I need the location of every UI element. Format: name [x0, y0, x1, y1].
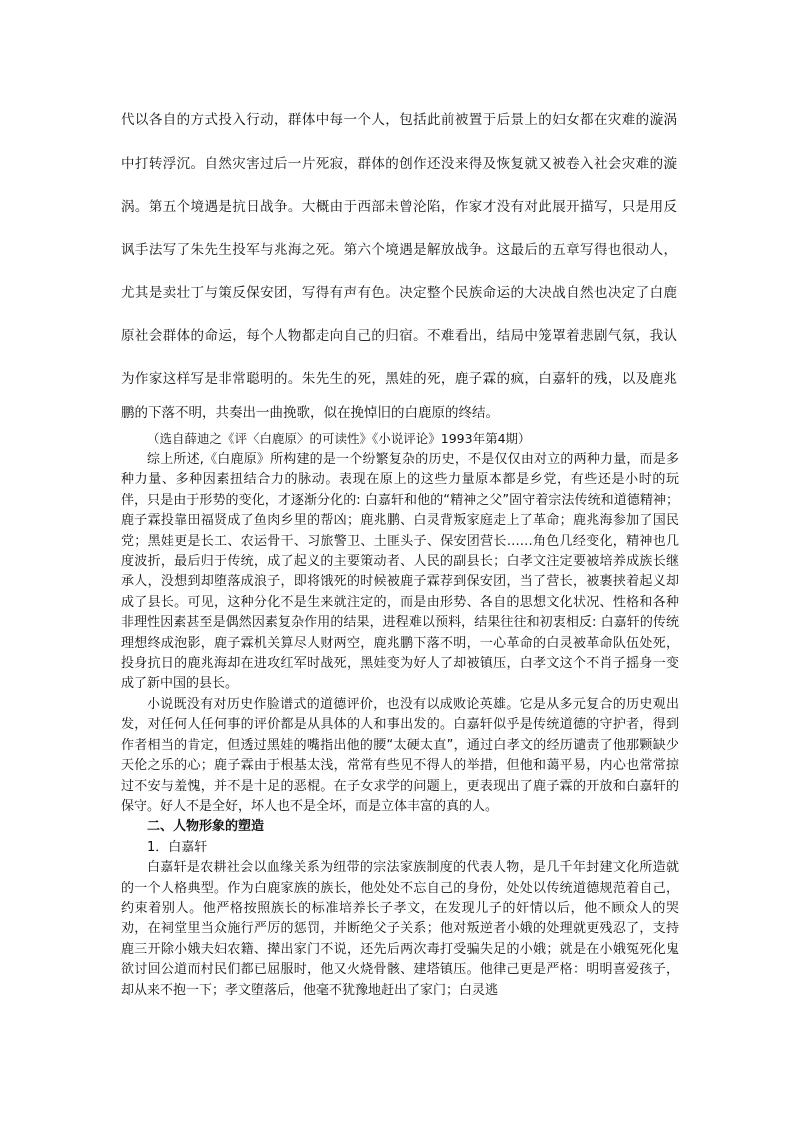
source-citation: （选自薛迪之《评〈白鹿原〉的可读性》《小说评论》1993年第4期） [147, 431, 531, 446]
text-line: 尤其是卖壮丁与策反保安团，写得有声有色。决定整个民族命运的大决战自然也决定了白鹿 [121, 285, 677, 301]
text-line: 鹏的下落不明，共奏出一曲挽歌，似在挽悼旧的白鹿原的终结。 [121, 405, 499, 421]
section-heading: 二、人物形象的塑造 [147, 819, 265, 835]
text-line: 中打转浮沉。自然灾害过后一片死寂，群体的创作还没来得及恢复就又被卷入社会灾难的漩 [121, 156, 677, 172]
paragraph: 白嘉轩是农耕社会以血缘关系为纽带的宗法家族制度的代表人物，是几千年封建文化所造就的一个人格典型。作为白鹿家族的族长，他处处不忘自己的身份，处处以传统道德规范着自己，约束着别人。他严格按照族长的标准培养长子孝文，在发现儿子的奸情以后，他不顾众人的哭劝，在祠堂里当众施行严厉的惩罚，并断绝父子关系；他对叛逆者小娥的处理就更残忍了，支持鹿三开除小娥夫妇农籍、撵出家门不说，还先后两次毒打受骗失足的小娥；就是在小娥冤死化鬼欲讨回公道而村民们都已屈服时，他又火烧骨骸、建塔镇压。他律己更是严格：明明喜爱孩子，却从来不抱一下；孝文堕落后，他毫不犹豫地赶出了家门；白灵逃 [121, 860, 679, 998]
subsection-heading: 1．白嘉轩 [147, 839, 208, 855]
paragraph: 小说既没有对历史作脸谱式的道德评价，也没有以成败论英雄。它是从多元复合的历史观出发，对任何人任何事的评价都是从具体的人和事出发的。白嘉轩似乎是传统道德的守护者，得到作者相当的肯定，但透过黑娃的嘴指出他的腰“太硬太直”，通过白孝文的经历谴责了他那颗缺少天伦之乐的心；鹿子霖由于根基太浅，常常有些见不得人的举措，但他和蔼平易，内心也常常掠过不安与羞愧，并不是十足的恶棍。在子女求学的问题上，更表现出了鹿子霖的开放和白嘉轩的保守。好人不是全好，坏人也不是全坏，而是立体丰富的真的人。 [121, 696, 679, 814]
text-line: 涡。第五个境遇是抗日战争。大概由于西部未曾沦陷，作家才没有对此展开描写，只是用反 [121, 199, 677, 215]
text-line: 原社会群体的命运，每个人物都走向自己的归宿。不难看出，结局中笼罩着悲剧气氛，我认 [121, 328, 677, 344]
paragraph: 综上所述,《白鹿原》所构建的是一个纷繁复杂的历史，不是仅仅由对立的两种力量，而是多种力量、多种因素扭结合力的脉动。表现在原上的这些力量原本都是乡党，有些还是小时的玩伴，只是由于形势的变化，才逐渐分化的: 白嘉轩和他的“精神之父”固守着宗法传统和道德精神；鹿子霖投靠田福贤成了鱼肉乡里的帮凶；鹿兆鹏、白灵背叛家庭走上了革命；鹿兆海参加了国民党；黑娃更是长工、农运骨干、习旅警卫、土匪头子、保安团营长……角色几经变化，精神也几度波折，最后归于传统，成了起义的主要策动者、人民的副县长；白孝文注定要被培养成族长继承人，没想到却堕落成浪子，即将饿死的时候被鹿子霖荐到保安团，当了营长，被裹挟着起义却成了县长。可见，这种分化不是生来就注定的，而是由形势、各自的思想文化状况、性格和各种非理性因素甚至是偶然因素复杂作用的结果，进程难以预料，结果往往和初衷相反: 白嘉轩的传统理想终成泡影，鹿子霖机关算尽人财两空，鹿兆鹏下落不明，一心革命的白灵被革命队伍处死，投身抗日的鹿兆海却在进攻红军时战死，黑娃变为好人了却被镇压，白孝文这个不肖子摇身一变成了新中国的县长。 [121, 452, 679, 692]
body-text [121, 450, 679, 1001]
text-line: 为作家这样写是非常聪明的。朱先生的死，黑娃的死，鹿子霖的疯，白嘉轩的残，以及鹿兆 [121, 371, 677, 387]
text-line: 讽手法写了朱先生投军与兆海之死。第六个境遇是解放战争。这最后的五章写得也很动人， [121, 242, 677, 258]
text-line: 代以各自的方式投入行动，群体中每一个人，包括此前被置于后景上的妇女都在灾难的漩涡 [121, 112, 677, 128]
